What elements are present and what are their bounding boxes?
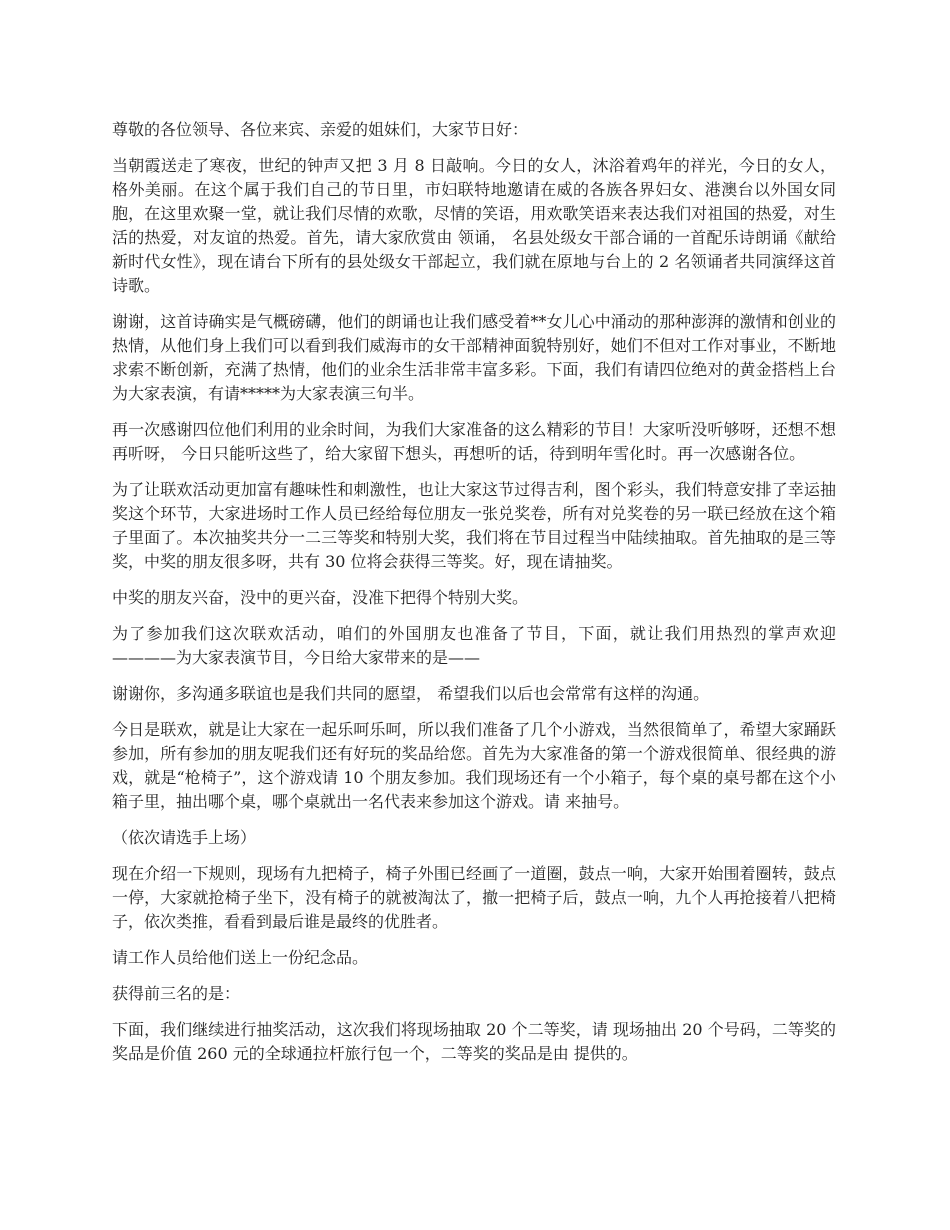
game-rules-paragraph: 现在介绍一下规则，现场有九把椅子，椅子外围已经画了一道圈，鼓点一响，大家开始围着圈转，鼓点一停，大家就抢椅子坐下，没有椅子的就被淘汰了，撤一把椅子后，鼓点一响，九个人再抢接着八把椅子，依次类推，看看到最后谁是最终的优胜者。 [112, 864, 836, 931]
document-body [112, 118, 836, 1078]
communication-paragraph: 谢谢你，多沟通多联谊也是我们共同的愿望， 希望我们以后也会常常有这样的沟通。 [112, 684, 710, 703]
poem-thanks-paragraph: 谢谢，这首诗确实是气概磅礴，他们的朗诵也让我们感受着**女儿心中涌动的那种澎湃的激情和创业的热情，从他们身上我们可以看到我们威海市的女干部精神面貌特别好，她们不但对工作对事业，不断地求索不断创新，充满了热情，他们的业余生活非常丰富多彩。下面，我们有请四位绝对的黄金搭档上台为大家表演，有请*****为大家表演三句半。 [112, 312, 836, 403]
game-intro-paragraph: 今日是联欢，就是让大家在一起乐呵乐呵，所以我们准备了几个小游戏，当然很简单了，希望大家踊跃参加，所有参加的朋友呢我们还有好玩的奖品给您。首先为大家准备的第一个游戏很简单、很经典的游戏，就是“枪椅子”，这个游戏请 10 个朋友参加。我们现场还有一个小箱子，每个桌的桌号都在这个小箱子里，抽出哪个桌，哪个桌就出一名代表来参加这个游戏。请 来抽号。 [112, 720, 836, 811]
souvenir-paragraph: 请工作人员给他们送上一份纪念品。 [112, 948, 369, 967]
second-prize-paragraph: 下面，我们继续进行抽奖活动，这次我们将现场抽取 20 个二等奖，请 现场抽出 20 个号码，二等奖的奖品是价值 260 元的全球通拉杆旅行包一个，二等奖的奖品是由 提供的。 [112, 1020, 836, 1063]
stage-direction-paragraph: （依次请选手上场） [112, 828, 257, 847]
winners-paragraph: 获得前三名的是： [112, 984, 241, 1003]
lottery-intro-paragraph: 为了让联欢活动更加富有趣味性和刺激性，也让大家这节过得吉利，图个彩头，我们特意安排了幸运抽奖这个环节，大家进场时工作人员已经给每位朋友一张兑奖卷，所有对兑奖卷的另一联已经放在这个箱子里面了。本次抽奖共分一二三等奖和特别大奖，我们将在节目过程当中陆续抽取。首先抽取的是三等奖，中奖的朋友很多呀，共有 30 位将会获得三等奖。好，现在请抽奖。 [112, 480, 836, 571]
opening-paragraph: 当朝霞送走了寒夜，世纪的钟声又把 3 月 8 日敲响。今日的女人，沐浴着鸡年的祥光，今日的女人，格外美丽。在这个属于我们自己的节日里，市妇联特地邀请在威的各族各界妇女、港澳台以外国女同胞，在这里欢聚一堂，就让我们尽情的欢歌，尽情的笑语，用欢歌笑语来表达我们对祖国的热爱，对生活的热爱，对友谊的热爱。首先，请大家欣赏由 领诵， 名县处级女干部合诵的一首配乐诗朗诵《献给新时代女性》，现在请台下所有的县处级女干部起立，我们就在原地与台上的 2 名领诵者共同演绎这首诗歌。 [112, 156, 836, 295]
greeting-paragraph: 尊敬的各位领导、各位来宾、亲爱的姐妹们，大家节日好： [112, 120, 529, 139]
foreign-guests-paragraph: 为了参加我们这次联欢活动，咱们的外国朋友也准备了节目，下面，就让我们用热烈的掌声欢迎————为大家表演节目，今日给大家带来的是—— [112, 624, 836, 667]
performance-thanks-paragraph: 再一次感谢四位他们利用的业余时间，为我们大家准备的这么精彩的节目！大家听没听够呀，还想不想再听呀， 今日只能听这些了，给大家留下想头，再想听的话，待到明年雪化时。再一次感谢各位。 [112, 420, 836, 463]
lottery-comment-paragraph: 中奖的朋友兴奋，没中的更兴奋，没准下把得个特别大奖。 [112, 588, 529, 607]
